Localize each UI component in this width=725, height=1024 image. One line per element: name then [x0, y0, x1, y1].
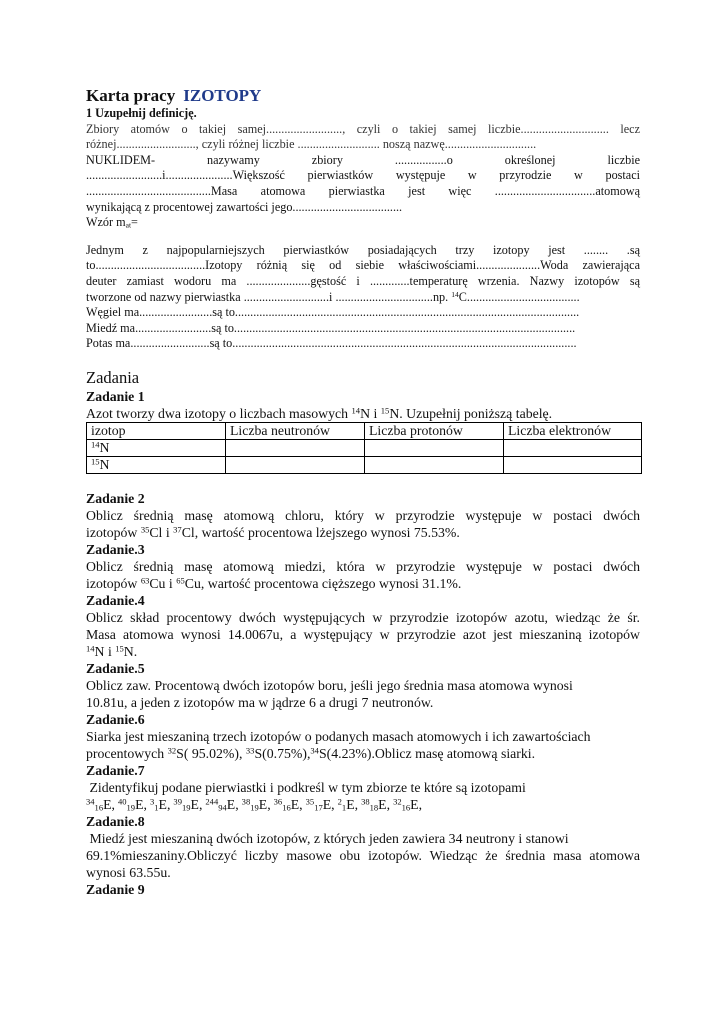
- task-title: Zadanie.4: [86, 592, 145, 608]
- symbol: E,: [103, 796, 115, 812]
- isotope-cell: [87, 439, 226, 456]
- text: Cu, wartość procentowa cięższego wynosi 31.1%.: [184, 575, 462, 591]
- electrons-cell[interactable]: [504, 439, 642, 456]
- task-text: [86, 745, 640, 762]
- symbol: E,: [322, 796, 335, 812]
- mass-number: 35: [140, 524, 150, 535]
- symbol: E,: [226, 796, 239, 812]
- atomic-number: 19: [181, 802, 191, 813]
- task-title: Zadanie.7: [86, 762, 145, 778]
- def-line: .........................i......................Większość pierwiastków występuje w przyrodzie w postaci: [86, 168, 640, 183]
- mass-number: 36: [273, 796, 283, 807]
- def-line: różnej.........................., czyli różnej liczbie ........................... noszą nazwę..............................: [86, 137, 537, 152]
- task-1: [86, 388, 640, 474]
- atomic-number: 18: [369, 802, 379, 813]
- neutrons-cell[interactable]: [226, 456, 365, 473]
- mass-number: 15: [380, 405, 390, 416]
- task-text: [86, 575, 640, 592]
- task-title: Zadanie.6: [86, 711, 145, 727]
- mass-number: 40: [117, 796, 127, 807]
- text: N i: [360, 405, 378, 421]
- mass-number: 14: [91, 439, 100, 450]
- task-7: [86, 762, 640, 813]
- task-3: [86, 541, 640, 592]
- text: S(0.75%),: [254, 745, 311, 761]
- def-line: NUKLIDEM- nazywamy zbiory .................o określonej liczbie: [86, 152, 640, 167]
- mass-number: 35: [305, 796, 315, 807]
- symbol: E,: [135, 796, 147, 812]
- def-line: Zbiory atomów o takiej samej........................., czyli o takiej samej liczbie............................. lecz: [86, 121, 640, 136]
- mass-number: 34: [310, 745, 319, 756]
- isotope-cell: [87, 456, 226, 473]
- text: C.....................................: [458, 289, 580, 304]
- mass-number: 37: [173, 524, 182, 535]
- task-title: Zadanie 2: [86, 490, 145, 506]
- task-text: Oblicz średnią masę atomową chloru, który w przyrodzie występuje w postaci dwóch: [86, 507, 640, 523]
- mass-number: 3: [149, 796, 155, 807]
- task-text: 69.1%mieszaniny.Obliczyć liczby masowe obu izotopów. Wiedząc że średnia masa atomowa: [86, 847, 640, 863]
- task-text: [86, 405, 640, 422]
- symbol: E,: [258, 796, 271, 812]
- text: N i: [94, 643, 112, 659]
- mass-number: 32: [167, 745, 177, 756]
- text: S( 95.02%),: [176, 745, 243, 761]
- atomic-number: 19: [126, 802, 136, 813]
- formula-suffix: =: [131, 215, 138, 230]
- task-title: Zadanie 1: [86, 388, 145, 404]
- text: izotopów: [86, 524, 138, 540]
- task-6: [86, 711, 640, 762]
- isotope-item: [150, 797, 170, 812]
- def-line: .........................................Masa atomowa pierwiastka jest więc .................................atomową: [86, 183, 640, 198]
- task-text: Zidentyfikuj podane pierwiastki i podkreśl w tym zbiorze te które są izotopami: [86, 779, 526, 795]
- text: S(4.23%).Oblicz masę atomową siarki.: [318, 745, 536, 761]
- task-2: [86, 490, 640, 541]
- task-text: [86, 643, 640, 660]
- symbol: E,: [190, 796, 203, 812]
- mass-number: 2: [337, 796, 342, 807]
- task-title: Zadanie.5: [86, 660, 145, 676]
- task-title: Zadanie.8: [86, 813, 145, 829]
- isotope-item: [274, 797, 303, 812]
- symbol: E,: [346, 796, 359, 812]
- atomic-number: 1: [341, 802, 347, 813]
- task-text: wynosi 63.55u.: [86, 864, 171, 880]
- formula-prefix: Wzór m: [86, 215, 126, 230]
- task-text: Masa atomowa wynosi 14.0067u, a występujący w przyrodzie azot jest mieszaniną izotopów: [86, 626, 640, 642]
- atomic-number: 16: [94, 802, 104, 813]
- hydrogen-section: [86, 243, 640, 352]
- symbol: E,: [158, 796, 171, 812]
- formula-line: [86, 215, 640, 231]
- mass-number: 39: [173, 796, 182, 807]
- mass-number: 14: [351, 405, 361, 416]
- mass-number: 34: [86, 796, 95, 807]
- col-header: Liczba elektronów: [504, 422, 642, 439]
- title-text: Karta pracy: [86, 86, 176, 105]
- formula-sub: at: [125, 220, 132, 230]
- task-8: [86, 813, 640, 881]
- isotope-item: [86, 797, 115, 812]
- atomic-number: 19: [250, 802, 259, 813]
- worksheet-page: [86, 86, 640, 898]
- protons-cell[interactable]: [365, 456, 504, 473]
- task-text: 10.81u, a jeden z izotopów ma w jądrze 6 a drugi 7 neutronów.: [86, 694, 434, 710]
- task-title: Zadanie.3: [86, 541, 145, 557]
- atomic-number: 16: [282, 802, 291, 813]
- symbol: N: [99, 456, 110, 472]
- symbol: E,: [290, 796, 303, 812]
- atomic-number: 94: [218, 802, 227, 813]
- section1-heading: 1 Uzupełnij definicję.: [86, 106, 197, 120]
- hydrogen-line: Jednym z najpopularniejszych pierwiastków posiadających trzy izotopy jest ........ .są: [86, 242, 640, 257]
- text: N. Uzupełnij poniższą tabelę.: [389, 405, 553, 421]
- col-header: izotop: [87, 422, 226, 439]
- task-text: Miedź jest mieszaniną dwóch izotopów, z których jeden zawiera 34 neutrony i stanowi: [86, 830, 569, 846]
- wegiel-line: Węgiel ma........................są to.................................................................................................................: [86, 305, 580, 320]
- electrons-cell[interactable]: [504, 456, 642, 473]
- task-text: Oblicz zaw. Procentową dwóch izotopów boru, jeśli jego średnia masa atomowa wynosi: [86, 677, 573, 693]
- task-9: [86, 881, 640, 898]
- hydrogen-line: [86, 290, 640, 306]
- mass-number: 15: [91, 456, 100, 467]
- mass-number: 65: [176, 575, 185, 586]
- definition-section: [86, 122, 640, 231]
- table-row: [87, 439, 642, 456]
- task-text: Oblicz średnią masę atomową miedzi, która w przyrodzie występuje w postaci dwóch: [86, 558, 640, 574]
- isotope-table: [86, 422, 642, 474]
- mass-number: 15: [115, 643, 124, 654]
- task-text: Oblicz skład procentowy dwóch występujących w przyrodzie izotopów azotu, wiedząc że śr.: [86, 609, 640, 625]
- task-text: [86, 524, 640, 541]
- potas-line: Potas ma..........................są to.................................................................................................................: [86, 336, 577, 351]
- def-line: wynikającą z procentowej zawartości jego....................................: [86, 199, 403, 214]
- hydrogen-line: to....................................Izotopy różnią się od siebie właściwościami.....................Woda zawierająca: [86, 258, 640, 273]
- mass-number: 63: [140, 575, 150, 586]
- isotope-item: [338, 797, 358, 812]
- mass-number: 32: [393, 796, 402, 807]
- mass-number: 38: [361, 796, 370, 807]
- page-title: [86, 86, 640, 106]
- text: N.: [123, 643, 138, 659]
- mass-number: 14: [86, 643, 95, 654]
- atomic-number: 16: [401, 802, 411, 813]
- isotope-item: [118, 797, 147, 812]
- task-5: [86, 660, 640, 711]
- symbol: E,: [378, 796, 391, 812]
- mass-number: 244: [205, 796, 219, 807]
- protons-cell[interactable]: [365, 439, 504, 456]
- isotope-item: [393, 797, 422, 812]
- text: Cl, wartość procentowa lżejszego wynosi 75.53%.: [181, 524, 460, 540]
- isotope-item: [242, 797, 271, 812]
- table-header-row: [87, 422, 642, 439]
- task-text: Siarka jest mieszaniną trzech izotopów o podanych masach atomowych i ich zawartościach: [86, 728, 591, 744]
- text: Azot tworzy dwa izotopy o liczbach masowych: [86, 405, 349, 421]
- col-header: Liczba neutronów: [226, 422, 365, 439]
- col-header: Liczba protonów: [365, 422, 504, 439]
- text: procentowych: [86, 745, 165, 761]
- hydrogen-line: deuter zamiast wodoru ma .....................gęstość i .............temperaturę wrzenia. Nazwy izotopów są: [86, 273, 640, 288]
- atomic-number: 17: [314, 802, 323, 813]
- neutrons-cell[interactable]: [226, 439, 365, 456]
- task-title: Zadanie 9: [86, 881, 145, 897]
- isotope-item: [173, 797, 202, 812]
- title-accent: IZOTOPY: [183, 86, 262, 105]
- table-row: [87, 456, 642, 473]
- symbol: E,: [410, 796, 423, 812]
- mass-number: 38: [241, 796, 251, 807]
- symbol: N: [99, 439, 110, 455]
- isotope-item: [306, 797, 335, 812]
- miedz-line: Miedź ma.........................są to................................................................................................................: [86, 320, 576, 335]
- atomic-number: 1: [154, 802, 159, 813]
- task-4: [86, 592, 640, 660]
- isotope-list: [86, 796, 640, 813]
- isotope-item: [205, 797, 238, 812]
- text: Cl i: [149, 524, 170, 540]
- tasks-heading: Zadania: [86, 367, 140, 387]
- text: tworzone od nazwy pierwiastka ............................i ................................np.: [86, 289, 449, 304]
- mass-number: 33: [245, 745, 255, 756]
- isotope-item: [361, 797, 390, 812]
- text: Cu i: [149, 575, 173, 591]
- text: izotopów: [86, 575, 138, 591]
- mass-number: 14: [451, 289, 459, 299]
